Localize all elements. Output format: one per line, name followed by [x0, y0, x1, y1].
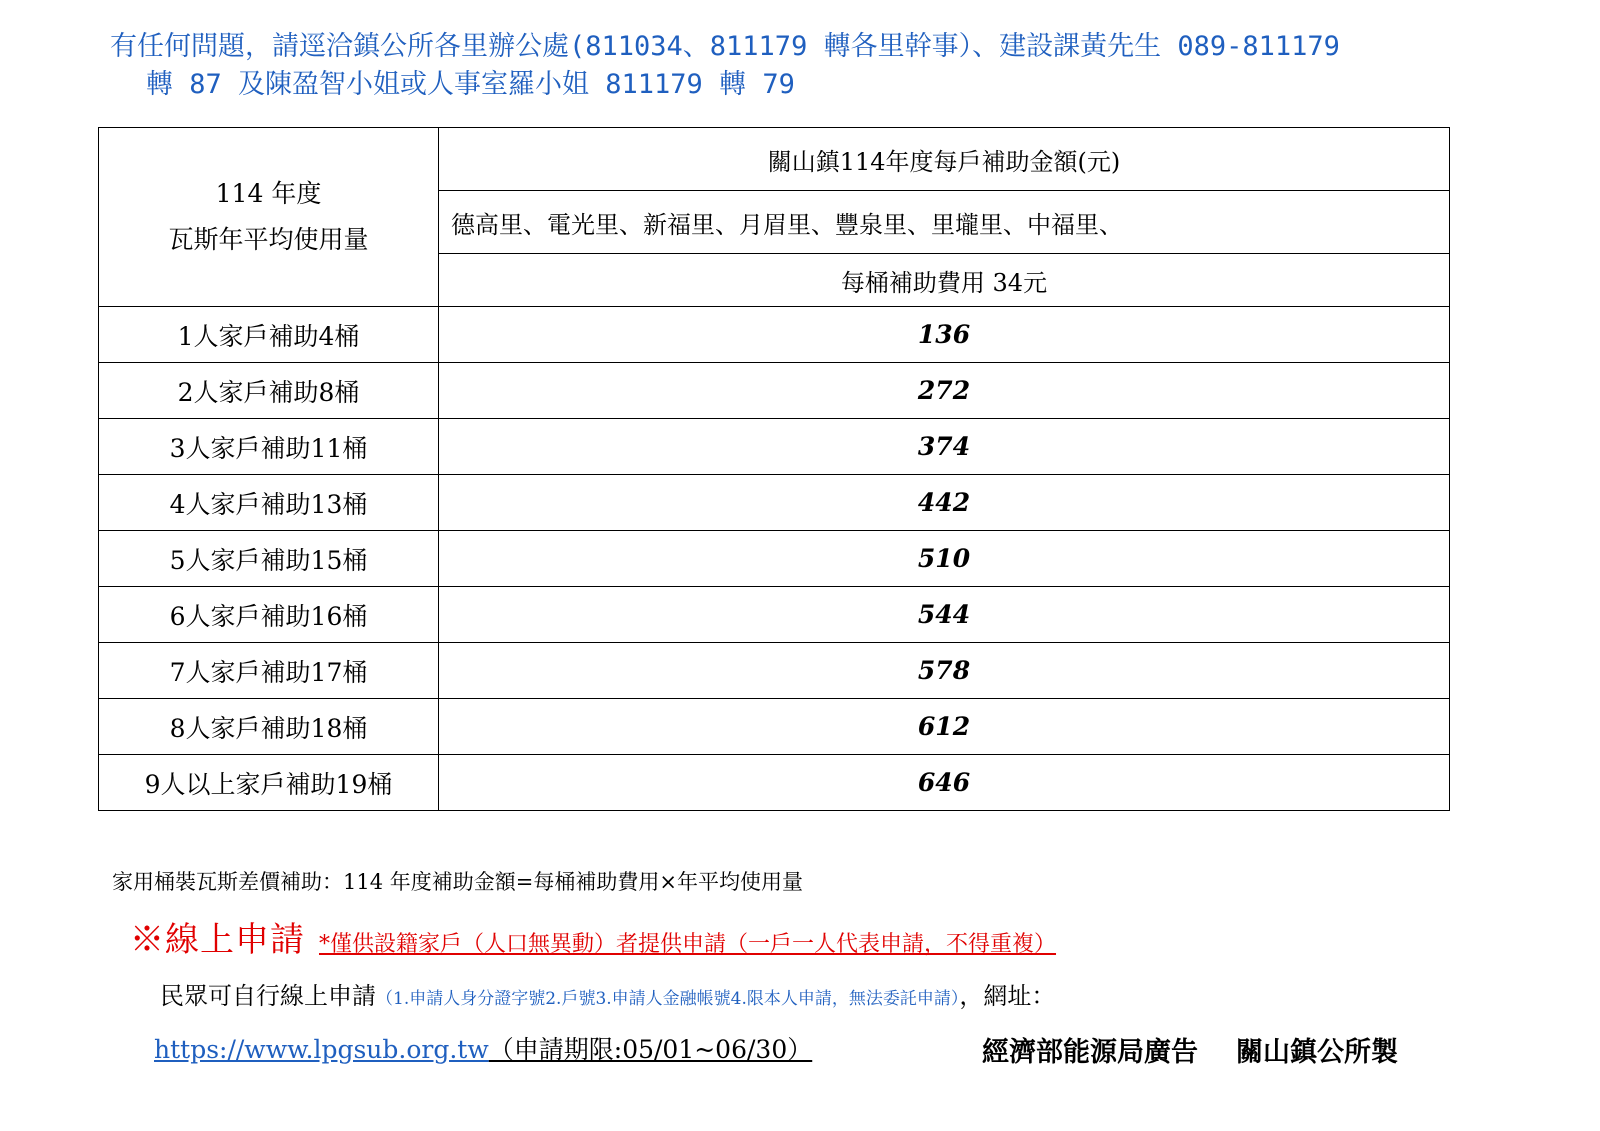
table-row [99, 755, 1450, 811]
contact-notice-line2: 轉 87 及陳盈智小姐或人事室羅小姐 811179 轉 79 [146, 69, 795, 100]
apply-requirements: （1.申請人身分證字號2.戶號3.申請人金融帳號4.限本人申請，無法委託申請） [376, 989, 960, 1009]
maker-credit: 關山鎮公所製 [1236, 1037, 1398, 1068]
online-application [130, 912, 1056, 961]
online-application-title: ※線上申請 [130, 920, 305, 960]
usage-header-label: 瓦斯年平均使用量 [168, 225, 369, 254]
subsidy-amount: 544 [439, 587, 1450, 643]
apply-instructions [160, 976, 1055, 1011]
subsidy-amount: 510 [439, 531, 1450, 587]
subsidy-amount: 646 [439, 755, 1450, 811]
household-size-label: 9人以上家戶補助19桶 [99, 755, 439, 811]
household-size-label: 4人家戶補助13桶 [99, 475, 439, 531]
household-size-label: 1人家戶補助4桶 [99, 307, 439, 363]
household-size-label: 7人家戶補助17桶 [99, 643, 439, 699]
subsidy-amount: 442 [439, 475, 1450, 531]
apply-lead: 民眾可自行線上申請 [160, 982, 376, 1010]
eligibility-note: *僅供設籍家戶（人口無異動）者提供申請（一戶一人代表申請，不得重複） [319, 932, 1057, 957]
village-list: 德高里、電光里、新福里、月眉里、豐泉里、里壠里、中福里、 [439, 191, 1450, 254]
amount-header-title: 關山鎮114年度每戶補助金額(元) [439, 128, 1450, 191]
contact-notice-line1: 有任何問題，請逕洽鎮公所各里辦公處(811034、811179 轉各里幹事）、建設課黃先生 089-811179 [110, 31, 1340, 62]
household-size-label: 6人家戶補助16桶 [99, 587, 439, 643]
apply-url-label: ，網址： [959, 982, 1056, 1010]
household-size-label: 5人家戶補助15桶 [99, 531, 439, 587]
subsidy-amount: 612 [439, 699, 1450, 755]
subsidy-amount: 374 [439, 419, 1450, 475]
application-period: （申請期限:05/01~06/30） [488, 1035, 813, 1064]
table-row [99, 699, 1450, 755]
household-size-label: 3人家戶補助11桶 [99, 419, 439, 475]
table-row [99, 587, 1450, 643]
household-size-label: 8人家戶補助18桶 [99, 699, 439, 755]
credit-line [982, 1030, 1398, 1069]
table-row [99, 363, 1450, 419]
subsidy-amount: 136 [439, 307, 1450, 363]
table-row [99, 531, 1450, 587]
table-row [99, 643, 1450, 699]
subsidy-amount: 272 [439, 363, 1450, 419]
household-size-label: 2人家戶補助8桶 [99, 363, 439, 419]
application-link[interactable]: https://www.lpgsub.org.tw [154, 1035, 489, 1064]
table-row [99, 475, 1450, 531]
usage-header [99, 128, 439, 307]
sponsor-credit: 經濟部能源局廣告 [982, 1037, 1198, 1068]
per-barrel-fee: 每桶補助費用 34元 [439, 254, 1450, 307]
subsidy-amount: 578 [439, 643, 1450, 699]
table-row [99, 307, 1450, 363]
table-row [99, 419, 1450, 475]
link-line [154, 1030, 882, 1066]
subsidy-formula: 家用桶裝瓦斯差價補助：114 年度補助金額=每桶補助費用×年平均使用量 [112, 870, 803, 894]
contact-notice [110, 28, 1530, 104]
subsidy-table [98, 127, 1450, 811]
usage-header-year: 114 年度 [215, 179, 322, 208]
